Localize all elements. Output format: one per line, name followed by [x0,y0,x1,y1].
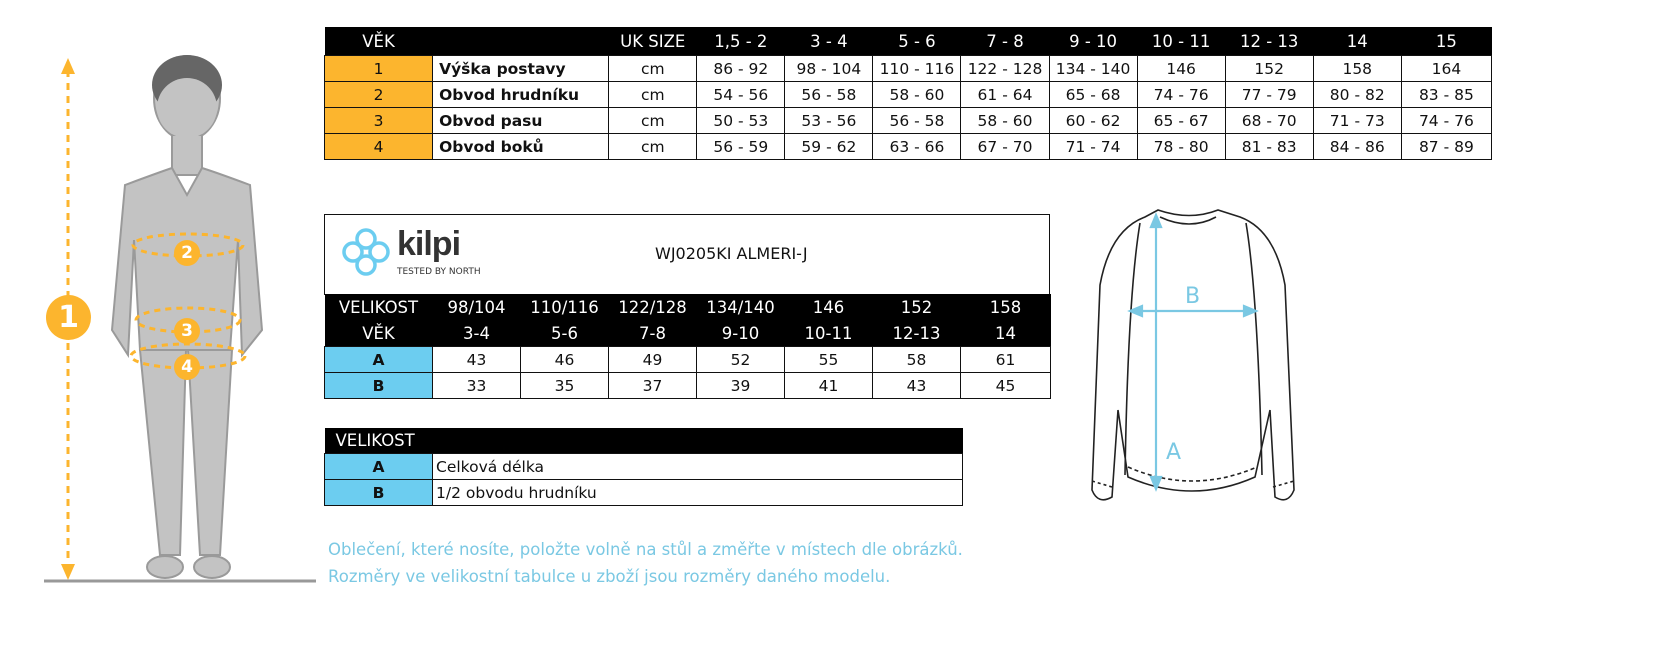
value-cell: 81 - 83 [1225,134,1313,160]
marker-3 [174,318,200,344]
value-cell: 122 - 128 [961,56,1049,82]
row-number: 3 [325,108,433,134]
table-row [325,56,1492,82]
size-header: 146 [785,294,873,320]
shirt-label-b: B [1185,284,1201,309]
age-header: 5-6 [521,320,609,347]
value-cell: 56 - 59 [697,134,785,160]
table-row [325,134,1492,160]
shirt-diagram [1080,205,1305,515]
age-header: 3-4 [433,320,521,347]
marker-2-label: 2 [181,243,193,263]
size-label: VELIKOST [325,294,433,320]
row-label: Obvod boků [433,134,609,160]
kilpi-tagline: TESTED BY NORTH [397,267,481,277]
value-cell: 78 - 80 [1137,134,1225,160]
value-cell: 61 - 64 [961,82,1049,108]
value-cell: 58 - 60 [873,82,961,108]
value-cell: 52 [697,347,785,373]
age-header: VĚK [325,27,433,56]
value-cell: 56 - 58 [873,108,961,134]
marker-4-label: 4 [181,357,193,377]
legend-header: VELIKOST [325,428,433,454]
row-label: Obvod pasu [433,108,609,134]
measurement-legend-table [324,428,963,506]
table-row [325,480,963,506]
age-header: 10-11 [785,320,873,347]
value-cell: 58 - 60 [961,108,1049,134]
size-header: 14 [1313,27,1401,56]
marker-1-label: 1 [58,300,79,335]
value-cell: 71 - 74 [1049,134,1137,160]
size-header: 12 - 13 [1225,27,1313,56]
age-header: 14 [961,320,1051,347]
value-cell: 35 [521,373,609,399]
age-header: 9-10 [697,320,785,347]
value-cell: 43 [873,373,961,399]
size-header: 7 - 8 [961,27,1049,56]
value-cell: 63 - 66 [873,134,961,160]
row-number: 2 [325,82,433,108]
value-cell: 67 - 70 [961,134,1049,160]
legend-label: A [325,454,433,480]
product-size-table [324,294,1051,399]
value-cell: 80 - 82 [1313,82,1401,108]
size-header: 15 [1401,27,1491,56]
value-cell: 84 - 86 [1313,134,1401,160]
value-cell: 158 [1313,56,1401,82]
row-label: Obvod hrudníku [433,82,609,108]
value-cell: 46 [521,347,609,373]
body-measurements-table [324,27,1492,160]
marker-4 [174,354,200,380]
unit-cell: cm [609,56,697,82]
marker-1 [46,295,91,340]
size-header-row [325,294,1051,320]
size-header: 10 - 11 [1137,27,1225,56]
legend-label: B [325,480,433,506]
marker-3-label: 3 [181,321,193,341]
value-cell: 98 - 104 [785,56,873,82]
size-header: 1,5 - 2 [697,27,785,56]
kilpi-knot-icon [339,225,393,279]
table-row [325,108,1492,134]
value-cell: 74 - 76 [1401,108,1491,134]
value-cell: 37 [609,373,697,399]
product-header-box [324,214,1050,295]
empty-header [433,27,609,56]
unit-cell: cm [609,82,697,108]
size-header: 152 [873,294,961,320]
row-label: A [325,347,433,373]
size-header: 3 - 4 [785,27,873,56]
value-cell: 55 [785,347,873,373]
row-label: B [325,373,433,399]
model-dimensions-note: Rozměry ve velikostní tabulce u zboží jsou rozměry daného modelu. [328,567,891,586]
age-header-row [325,320,1051,347]
value-cell: 43 [433,347,521,373]
unit-cell: cm [609,134,697,160]
value-cell: 71 - 73 [1313,108,1401,134]
size-header: 98/104 [433,294,521,320]
age-header: 7-8 [609,320,697,347]
value-cell: 50 - 53 [697,108,785,134]
legend-desc: Celková délka [433,454,963,480]
value-cell: 87 - 89 [1401,134,1491,160]
legend-header-empty [433,428,963,454]
value-cell: 110 - 116 [873,56,961,82]
value-cell: 152 [1225,56,1313,82]
value-cell: 41 [785,373,873,399]
value-cell: 164 [1401,56,1491,82]
value-cell: 61 [961,347,1051,373]
unit-cell: cm [609,108,697,134]
size-header: 9 - 10 [1049,27,1137,56]
row-number: 4 [325,134,433,160]
value-cell: 58 [873,347,961,373]
value-cell: 83 - 85 [1401,82,1491,108]
value-cell: 56 - 58 [785,82,873,108]
size-header: 5 - 6 [873,27,961,56]
table-row [325,347,1051,373]
header-row [325,27,1492,56]
value-cell: 45 [961,373,1051,399]
value-cell: 146 [1137,56,1225,82]
table-row [325,454,963,480]
value-cell: 65 - 67 [1137,108,1225,134]
value-cell: 33 [433,373,521,399]
value-cell: 59 - 62 [785,134,873,160]
value-cell: 134 - 140 [1049,56,1137,82]
size-header: 110/116 [521,294,609,320]
value-cell: 65 - 68 [1049,82,1137,108]
size-header: 134/140 [697,294,785,320]
age-label: VĚK [325,320,433,347]
legend-desc: 1/2 obvodu hrudníku [433,480,963,506]
value-cell: 60 - 62 [1049,108,1137,134]
product-name: WJ0205KI ALMERI-J [655,244,808,263]
row-number: 1 [325,56,433,82]
value-cell: 49 [609,347,697,373]
age-header: 12-13 [873,320,961,347]
table-row [325,373,1051,399]
value-cell: 39 [697,373,785,399]
marker-2 [174,240,200,266]
value-cell: 74 - 76 [1137,82,1225,108]
value-cell: 77 - 79 [1225,82,1313,108]
legend-header-row [325,428,963,454]
kilpi-logo: kilpi [397,225,461,263]
value-cell: 53 - 56 [785,108,873,134]
value-cell: 68 - 70 [1225,108,1313,134]
value-cell: 86 - 92 [697,56,785,82]
value-cell: 54 - 56 [697,82,785,108]
table-row [325,82,1492,108]
row-label: Výška postavy [433,56,609,82]
measuring-note: Oblečení, které nosíte, položte volně na stůl a změřte v místech dle obrázků. [328,540,963,559]
shirt-label-a: A [1166,440,1182,465]
size-header: 158 [961,294,1051,320]
size-header: 122/128 [609,294,697,320]
uk-size-header: UK SIZE [609,27,697,56]
